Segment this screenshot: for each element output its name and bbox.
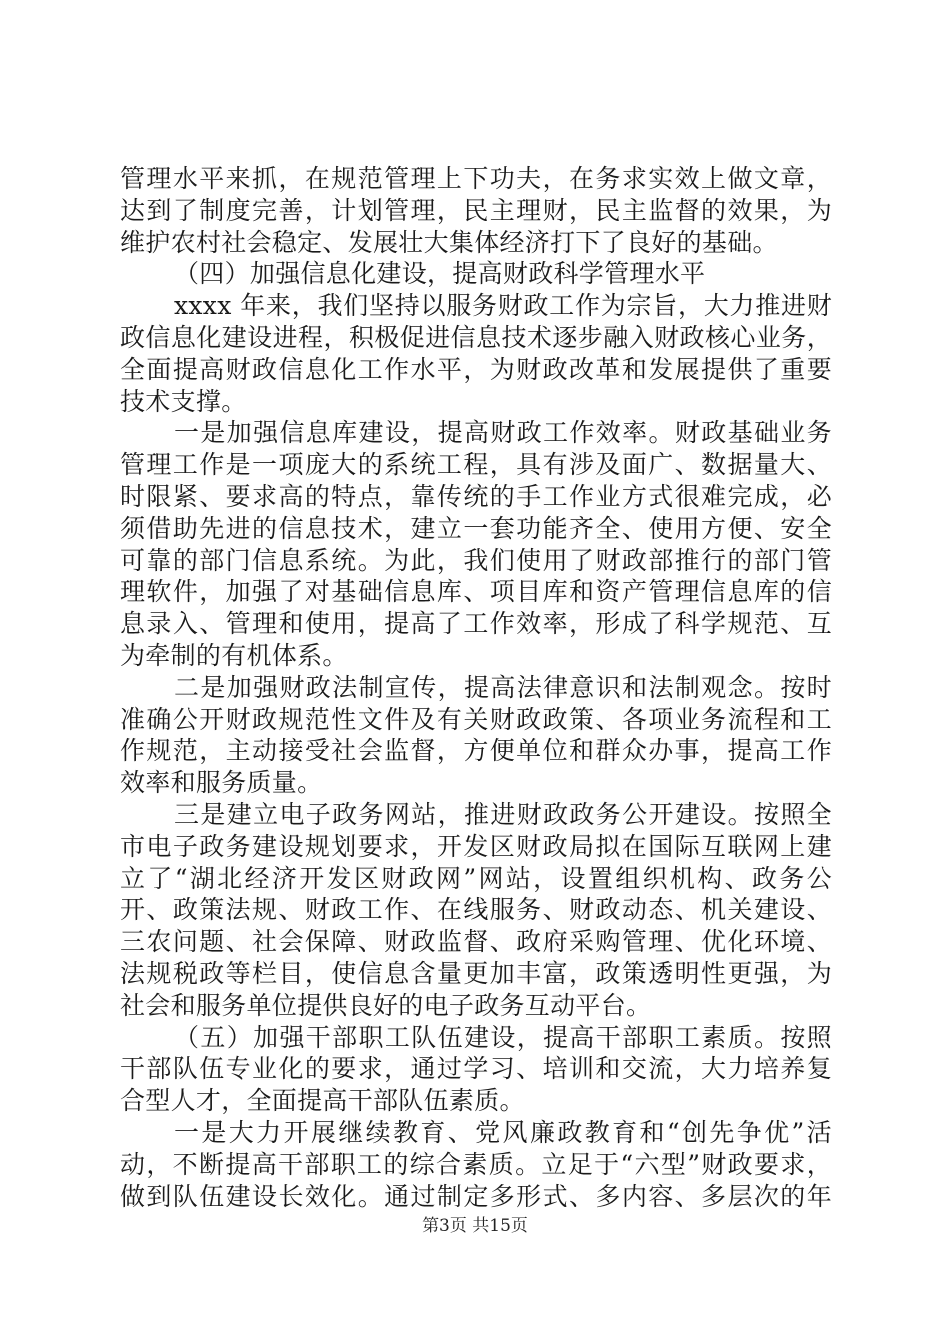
heading-section-5 — [120, 1022, 832, 1117]
text-line: 做到队伍建设长效化。通过制定多形式、多内容、多层次的年 — [120, 1181, 832, 1211]
text-line: 政信息化建设进程，积极促进信息技术逐步融入财政核心业务， — [120, 322, 832, 352]
text-line: 时限紧、要求高的特点，靠传统的手工作业方式很难完成，必 — [120, 481, 832, 511]
text-line: 管理工作是一项庞大的系统工程，具有涉及面广、数据量大、 — [120, 450, 832, 480]
text-line: 作规范，主动接受社会监督，方便单位和群众办事，提高工作 — [120, 736, 832, 766]
text-line: 维护农村社会稳定、发展壮大集体经济打下了良好的基础。 — [120, 227, 778, 257]
text-line: 三是建立电子政务网站，推进财政政务公开建设。按照全 — [174, 799, 832, 829]
para-informatization-intro — [120, 290, 832, 417]
text-line: 一是加强信息库建设，提高财政工作效率。财政基础业务 — [174, 418, 832, 448]
text-line: 开、政策法规、财政工作、在线服务、财政动态、机关建设、 — [120, 895, 832, 925]
para-continuing-education — [120, 1117, 832, 1212]
text-line: 全面提高财政信息化工作水平，为财政改革和发展提供了重要 — [120, 354, 832, 384]
text-line: 社会和服务单位提供良好的电子政务互动平台。 — [120, 990, 652, 1020]
text-line: 理软件，加强了对基础信息库、项目库和资产管理信息库的信 — [120, 577, 832, 607]
text-line: 干部队伍专业化的要求，通过学习、培训和交流，大力培养复 — [120, 1054, 832, 1084]
text-line: 准确公开财政规范性文件及有关财政政策、各项业务流程和工 — [120, 704, 832, 734]
text-line: xxxx 年来，我们坚持以服务财政工作为宗旨，大力推进财 — [174, 291, 832, 321]
text-line: 立了“湖北经济开发区财政网”网站，设置组织机构、政务公 — [120, 863, 832, 893]
text-line: 动，不断提高干部职工的综合素质。立足于“六型”财政要求， — [120, 1149, 832, 1179]
text-line: 合型人才，全面提高干部队伍素质。 — [120, 1086, 525, 1116]
text-line: 效率和服务质量。 — [120, 768, 323, 798]
text-line: 技术支撑。 — [120, 386, 247, 416]
text-line: 达到了制度完善，计划管理，民主理财，民主监督的效果，为 — [120, 195, 832, 225]
text-line: 须借助先进的信息技术，建立一套功能齐全、使用方便、安全 — [120, 513, 832, 543]
para-database-construction — [120, 417, 832, 671]
para-collective-economy — [120, 163, 832, 258]
document-body — [120, 163, 832, 1212]
text-line: （四）加强信息化建设，提高财政科学管理水平 — [174, 259, 706, 289]
text-line: 息录入、管理和使用，提高了工作效率，形成了科学规范、互 — [120, 609, 832, 639]
para-e-government-website — [120, 799, 832, 1022]
heading-section-4 — [120, 258, 832, 290]
text-line: 二是加强财政法制宣传，提高法律意识和法制观念。按时 — [174, 672, 832, 702]
text-line: 三农问题、社会保障、财政监督、政府采购管理、优化环境、 — [120, 927, 832, 957]
text-line: 一是大力开展继续教育、党风廉政教育和“创先争优”活 — [174, 1117, 832, 1147]
text-line: 可靠的部门信息系统。为此，我们使用了财政部推行的部门管 — [120, 545, 832, 575]
text-line: 为牵制的有机体系。 — [120, 640, 348, 670]
text-line: 法规税政等栏目，使信息含量更加丰富，政策透明性更强，为 — [120, 958, 832, 988]
page-footer: 第3页 共15页 — [422, 1216, 528, 1236]
text-line: （五）加强干部职工队伍建设，提高干部职工素质。按照 — [174, 1022, 832, 1052]
text-line: 管理水平来抓，在规范管理上下功夫，在务求实效上做文章， — [120, 164, 832, 193]
para-legal-publicity — [120, 672, 832, 799]
text-line: 市电子政务建设规划要求，开发区财政局拟在国际互联网上建 — [120, 831, 832, 861]
